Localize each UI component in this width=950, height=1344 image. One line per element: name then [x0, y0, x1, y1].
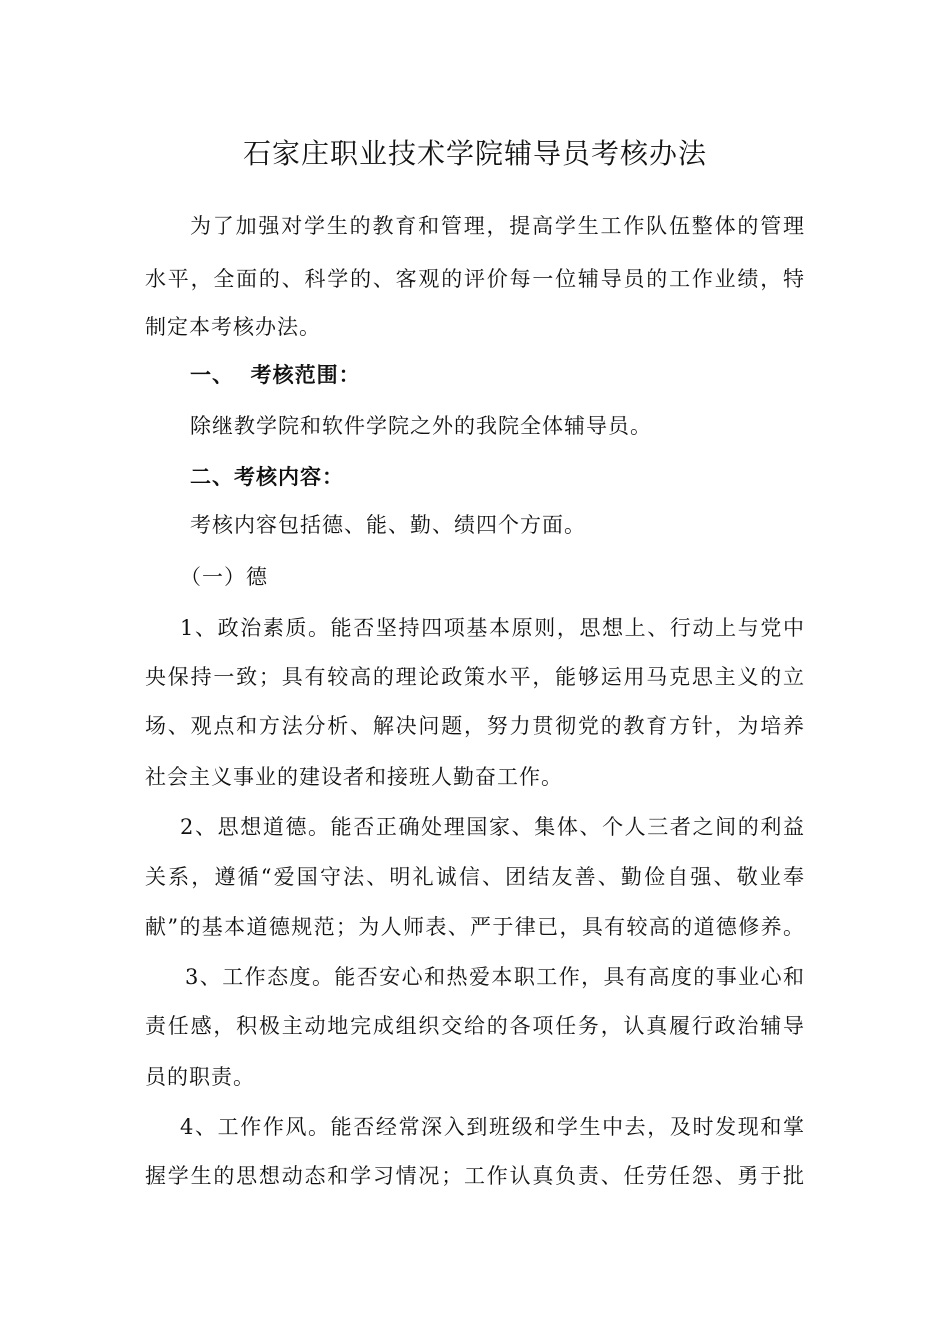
item3-line-1: 3、工作态度。能否安心和热爱本职工作，具有高度的事业心和: [185, 965, 805, 989]
item4-line-1: 4、工作作风。能否经常深入到班级和学生中去，及时发现和掌: [180, 1115, 805, 1139]
subsection-heading-de: （一）德: [180, 565, 268, 589]
item1-line-1: 1、政治素质。能否坚持四项基本原则，思想上、行动上与党中: [180, 616, 805, 640]
content-text: 考核内容包括德、能、勤、绩四个方面。: [190, 513, 586, 537]
section-heading-content: 二、考核内容：: [190, 464, 344, 489]
item3-line-3: 员的职责。: [145, 1065, 255, 1089]
item2-line-3: 献”的基本道德规范；为人师表、严于律已，具有较高的道德修养。: [145, 915, 805, 939]
section-heading-scope: 一、 考核范围：: [190, 362, 361, 387]
item2-line-2: 关系，遵循“爱国守法、明礼诚信、团结友善、勤俭自强、敬业奉: [145, 865, 805, 889]
item1-line-2: 央保持一致；具有较高的理论政策水平，能够运用马克思主义的立: [145, 665, 805, 689]
document-title: 石家庄职业技术学院辅导员考核办法: [242, 137, 707, 170]
scope-text: 除继教学院和软件学院之外的我院全体辅导员。: [190, 414, 652, 438]
item1-line-3: 场、观点和方法分析、解决问题，努力贯彻党的教育方针，为培养: [145, 714, 805, 738]
intro-line-1: 为了加强对学生的教育和管理，提高学生工作队伍整体的管理: [190, 214, 805, 238]
intro-line-3: 制定本考核办法。: [145, 315, 321, 339]
item1-line-4: 社会主义事业的建设者和接班人勤奋工作。: [145, 765, 563, 789]
item4-line-2: 握学生的思想动态和学习情况；工作认真负责、任劳任怨、勇于批: [145, 1164, 805, 1188]
item2-line-1: 2、思想道德。能否正确处理国家、集体、个人三者之间的利益: [180, 815, 805, 839]
intro-line-2: 水平，全面的、科学的、客观的评价每一位辅导员的工作业绩，特: [145, 267, 805, 291]
item3-line-2: 责任感，积极主动地完成组织交给的各项任务，认真履行政治辅导: [145, 1014, 805, 1038]
